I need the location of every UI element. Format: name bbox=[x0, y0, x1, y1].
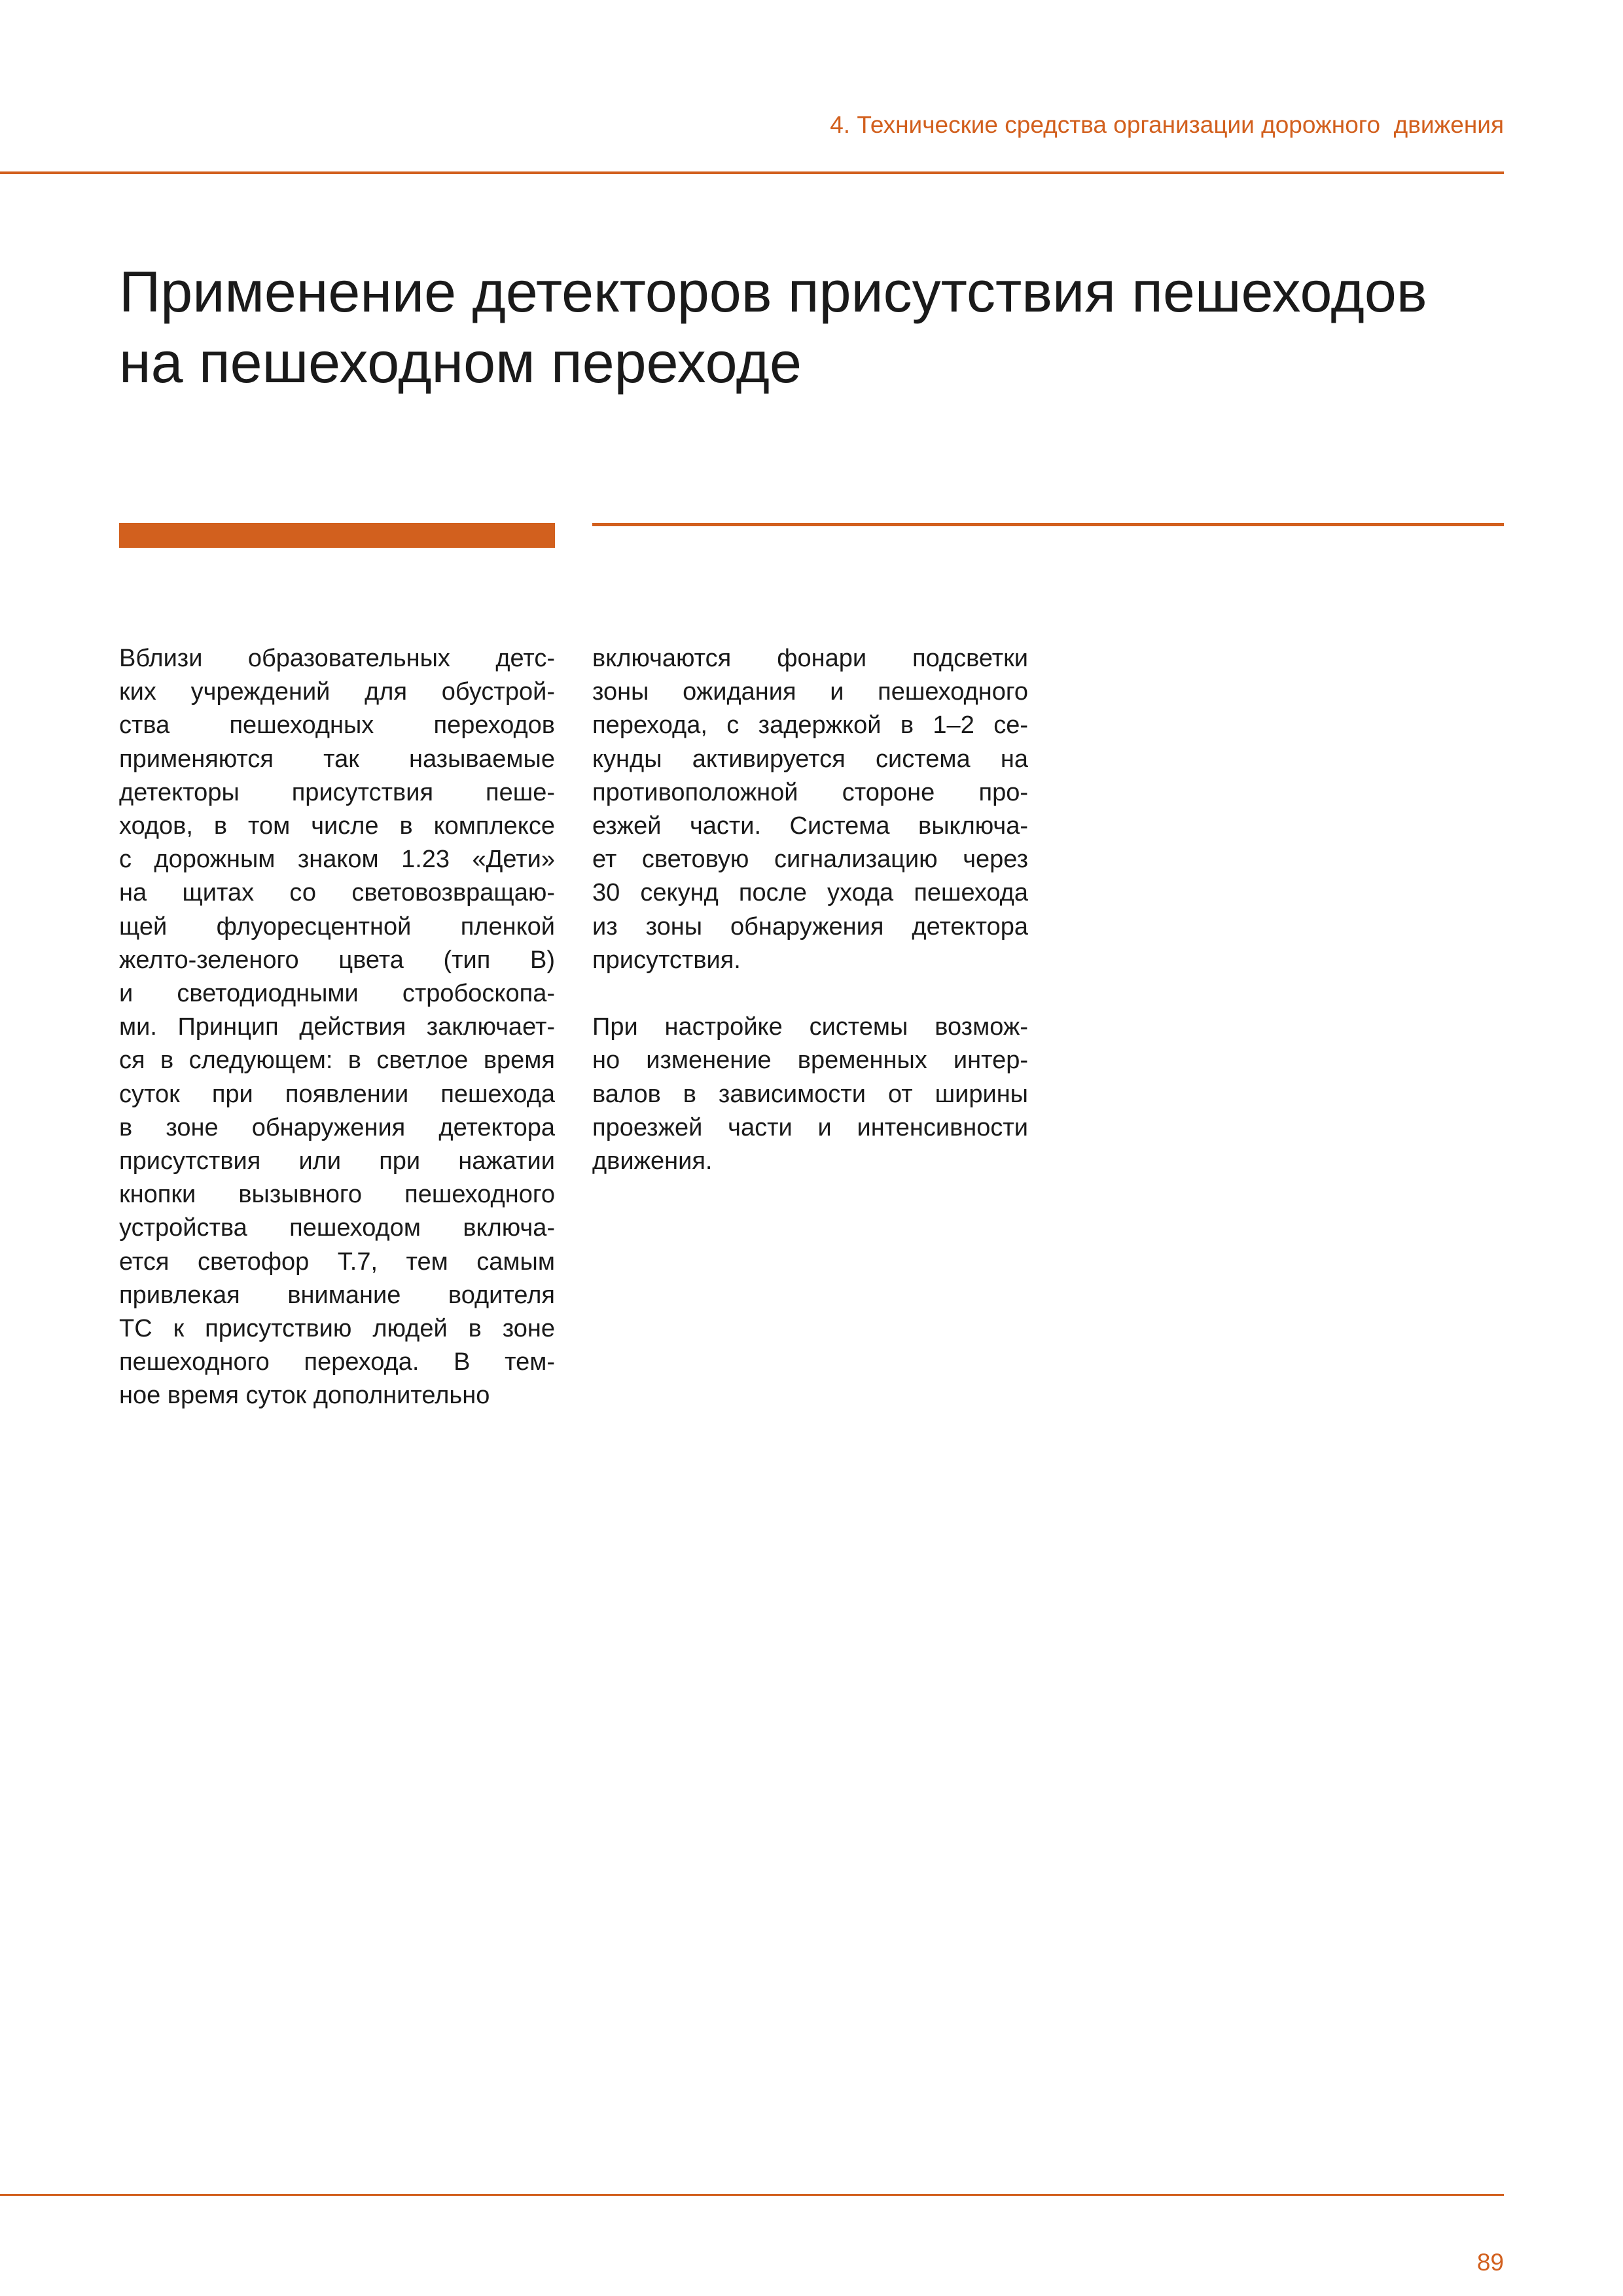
text-line: и светодиодными стробоскопа- bbox=[119, 980, 555, 1008]
text-line: желто-зеленого цвета (тип В) bbox=[119, 946, 555, 974]
header-rule bbox=[0, 171, 1504, 174]
page-number: 89 bbox=[1476, 2249, 1504, 2276]
paragraph bbox=[592, 1011, 1028, 1178]
text-column-right bbox=[592, 642, 1028, 1178]
text-line: кнопки вызывного пешеходного bbox=[119, 1181, 555, 1209]
running-head: 4. Технические средства организации дорожного движения bbox=[830, 111, 1504, 138]
text-line: 30 секунд после ухода пешехода bbox=[592, 879, 1028, 907]
text-line: с дорожным знаком 1.23 «Дети» bbox=[119, 846, 555, 874]
text-line: движения. bbox=[592, 1147, 713, 1175]
text-column-left bbox=[119, 642, 555, 1413]
page-title bbox=[119, 257, 1507, 398]
accent-rule-right bbox=[592, 523, 1504, 526]
page-title-line: Применение детекторов присутствия пешеходов bbox=[119, 259, 1427, 324]
page-title-line: на пешеходном переходе bbox=[119, 330, 802, 395]
text-line: ся в следующем: в светлое время bbox=[119, 1047, 555, 1075]
text-line: привлекая внимание водителя bbox=[119, 1281, 555, 1309]
text-line: суток при появлении пешехода bbox=[119, 1080, 555, 1108]
text-line: противоположной стороне про- bbox=[592, 778, 1028, 806]
text-line: проезжей части и интенсивности bbox=[592, 1113, 1028, 1141]
text-line: ется светофор Т.7, тем самым bbox=[119, 1247, 555, 1276]
text-line: включаются фонари подсветки bbox=[592, 645, 1028, 672]
text-line: ное время суток дополнительно bbox=[119, 1382, 490, 1410]
text-line: ми. Принцип действия заключает- bbox=[119, 1013, 555, 1041]
text-line: ства пешеходных переходов bbox=[119, 711, 555, 740]
text-line: присутствия. bbox=[592, 946, 741, 974]
text-line: ет световую сигнализацию через bbox=[592, 846, 1028, 874]
accent-bar-left bbox=[119, 523, 555, 548]
text-line: в зоне обнаружения детектора bbox=[119, 1113, 555, 1141]
paragraph bbox=[119, 642, 555, 1413]
text-line: на щитах со световозвращаю- bbox=[119, 879, 555, 907]
text-line: ТС к присутствию людей в зоне bbox=[119, 1315, 555, 1343]
text-line: щей флуоресцентной пленкой bbox=[119, 912, 555, 941]
text-line: При настройке системы возмож- bbox=[592, 1013, 1028, 1041]
footer-rule bbox=[0, 2194, 1504, 2196]
text-line: валов в зависимости от ширины bbox=[592, 1080, 1028, 1108]
text-line: из зоны обнаружения детектора bbox=[592, 912, 1028, 941]
text-line: зоны ожидания и пешеходного bbox=[592, 678, 1028, 706]
text-line: применяются так называемые bbox=[119, 745, 555, 773]
text-line: езжей части. Система выключа- bbox=[592, 812, 1028, 840]
text-line: перехода, с задержкой в 1–2 се- bbox=[592, 711, 1028, 740]
text-line: устройства пешеходом включа- bbox=[119, 1214, 555, 1242]
text-line: кунды активируется система на bbox=[592, 745, 1028, 773]
text-line: но изменение временных интер- bbox=[592, 1047, 1028, 1075]
text-line: ходов, в том числе в комплексе bbox=[119, 812, 555, 840]
paragraph-gap bbox=[592, 977, 1028, 1011]
text-line: присутствия или при нажатии bbox=[119, 1147, 555, 1175]
text-line: Вблизи образовательных детс- bbox=[119, 645, 555, 672]
text-line: пешеходного перехода. В тем- bbox=[119, 1348, 555, 1376]
paragraph bbox=[592, 642, 1028, 977]
text-line: детекторы присутствия пеше- bbox=[119, 778, 555, 806]
text-line: ких учреждений для обустрой- bbox=[119, 678, 555, 706]
